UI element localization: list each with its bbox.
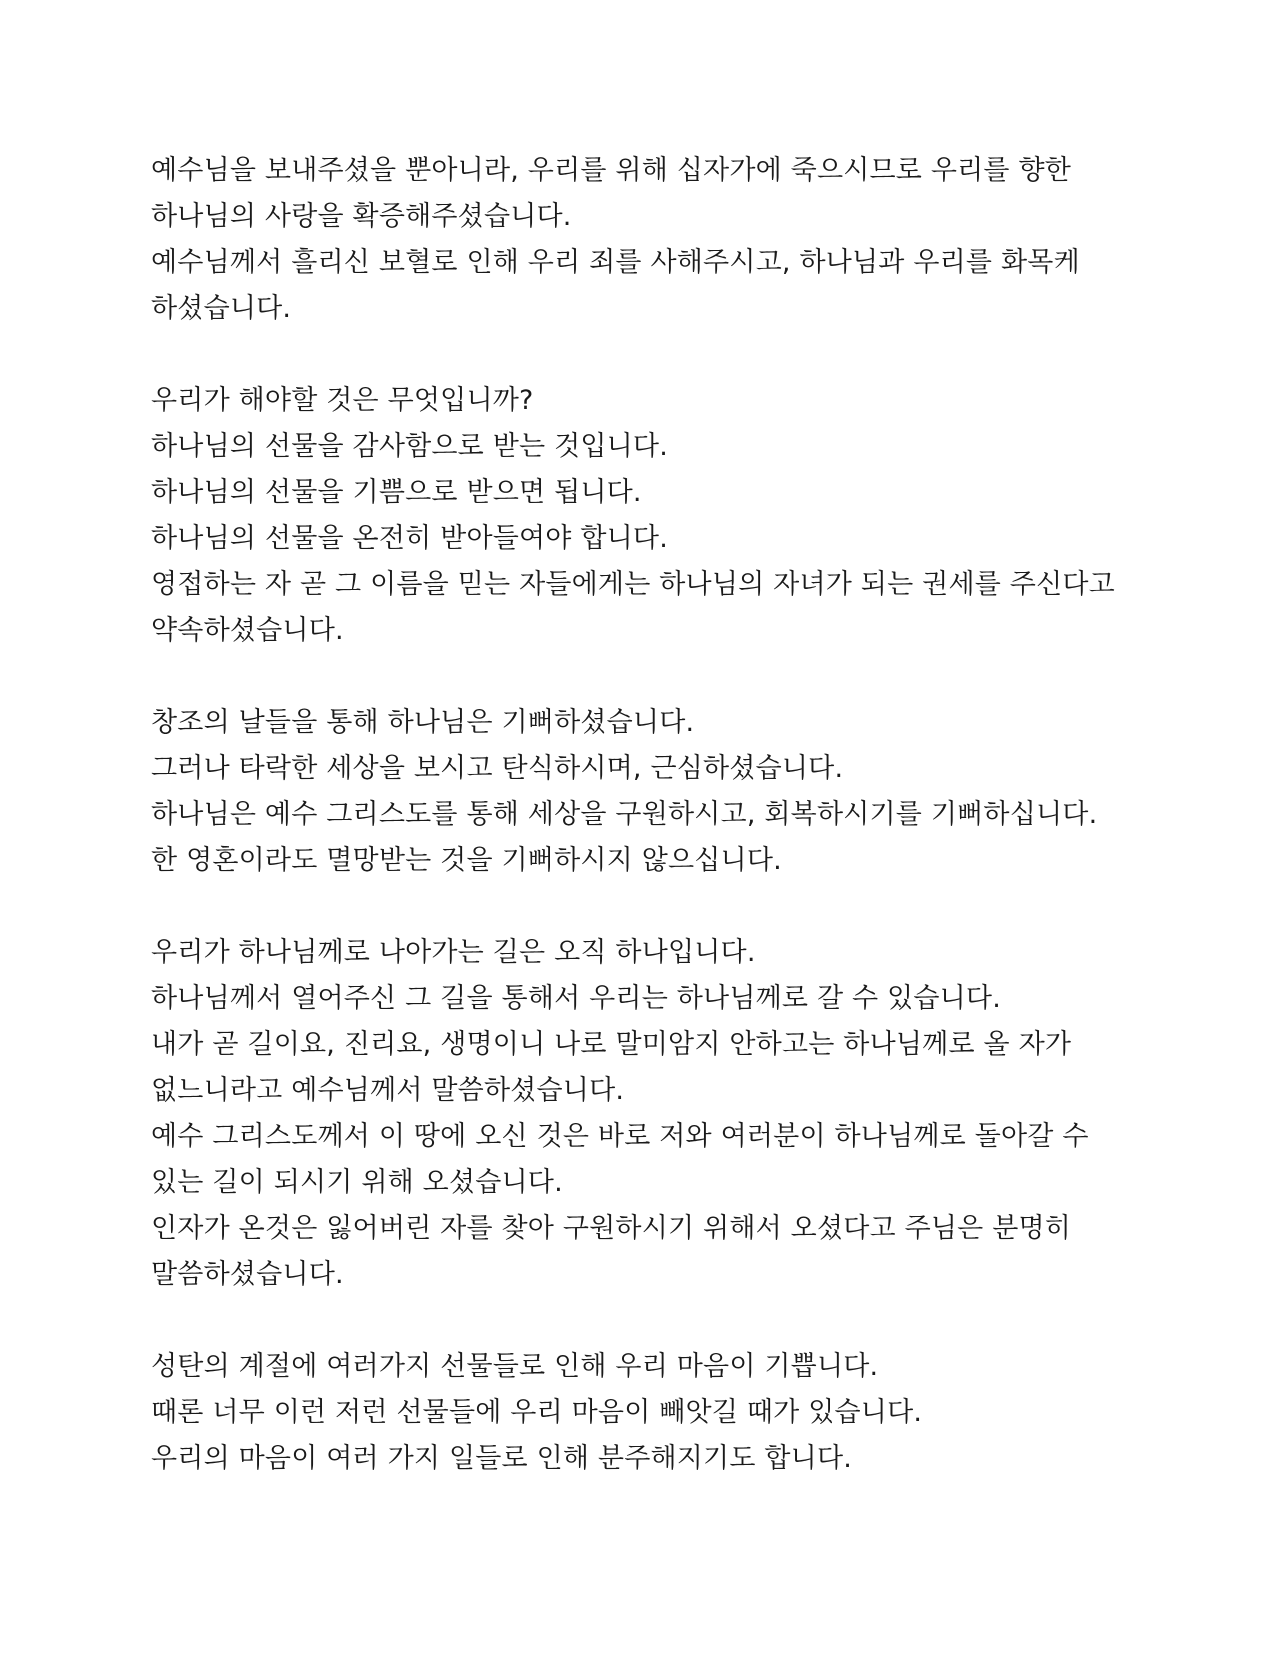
- text-line: 성탄의 계절에 여러가지 선물들로 인해 우리 마음이 기쁩니다.: [151, 1351, 879, 1382]
- text-line: 하나님의 선물을 감사함으로 받는 것입니다.: [151, 431, 668, 462]
- document-body: [151, 148, 1151, 1528]
- text-line: 그러나 타락한 세상을 보시고 탄식하시며, 근심하셨습니다.: [151, 753, 844, 784]
- text-line: 내가 곧 길이요, 진리요, 생명이니 나로 말미암지 안하고는 하나님께로 올 자가: [151, 1029, 1072, 1060]
- text-line: 하셨습니다.: [151, 293, 292, 324]
- text-line: 한 영혼이라도 멸망받는 것을 기뻐하시지 않으십니다.: [151, 845, 782, 876]
- text-line: 하나님께서 열어주신 그 길을 통해서 우리는 하나님께로 갈 수 있습니다.: [151, 983, 1002, 1014]
- text-line: 때론 너무 이런 저런 선물들에 우리 마음이 빼앗길 때가 있습니다.: [151, 1397, 923, 1428]
- text-line: 영접하는 자 곧 그 이름을 믿는 자들에게는 하나님의 자녀가 되는 권세를 주신다고: [151, 569, 1115, 600]
- text-line: 하나님의 사랑을 확증해주셨습니다.: [151, 201, 572, 232]
- text-line: 약속하셨습니다.: [151, 615, 344, 646]
- text-line: 없느니라고 예수님께서 말씀하셨습니다.: [151, 1075, 625, 1106]
- text-line: 말씀하셨습니다.: [151, 1259, 344, 1290]
- text-line: 우리가 해야할 것은 무엇입니까?: [151, 385, 534, 416]
- text-line: 예수님께서 흘리신 보혈로 인해 우리 죄를 사해주시고, 하나님과 우리를 화목케: [151, 247, 1080, 278]
- text-line: 예수님을 보내주셨을 뿐아니라, 우리를 위해 십자가에 죽으시므로 우리를 향한: [151, 155, 1072, 186]
- text-line: 하나님은 예수 그리스도를 통해 세상을 구원하시고, 회복하시기를 기뻐하십니다.: [151, 799, 1098, 830]
- text-line: 예수 그리스도께서 이 땅에 오신 것은 바로 저와 여러분이 하나님께로 돌아갈 수: [151, 1121, 1089, 1152]
- text-line: 우리의 마음이 여러 가지 일들로 인해 분주해지기도 합니다.: [151, 1443, 853, 1474]
- paragraph-4: [151, 930, 1151, 1298]
- paragraph-3: [151, 700, 1151, 884]
- text-line: 하나님의 선물을 기쁨으로 받으면 됩니다.: [151, 477, 642, 508]
- text-line: 창조의 날들을 통해 하나님은 기뻐하셨습니다.: [151, 707, 695, 738]
- paragraph-2: [151, 378, 1151, 654]
- text-line: 있는 길이 되시기 위해 오셨습니다.: [151, 1167, 563, 1198]
- text-line: 우리가 하나님께로 나아가는 길은 오직 하나입니다.: [151, 937, 756, 968]
- text-line: 하나님의 선물을 온전히 받아들여야 합니다.: [151, 523, 668, 554]
- paragraph-1: [151, 148, 1151, 332]
- paragraph-5: [151, 1344, 1151, 1482]
- text-line: 인자가 온것은 잃어버린 자를 찾아 구원하시기 위해서 오셨다고 주님은 분명히: [151, 1213, 1072, 1244]
